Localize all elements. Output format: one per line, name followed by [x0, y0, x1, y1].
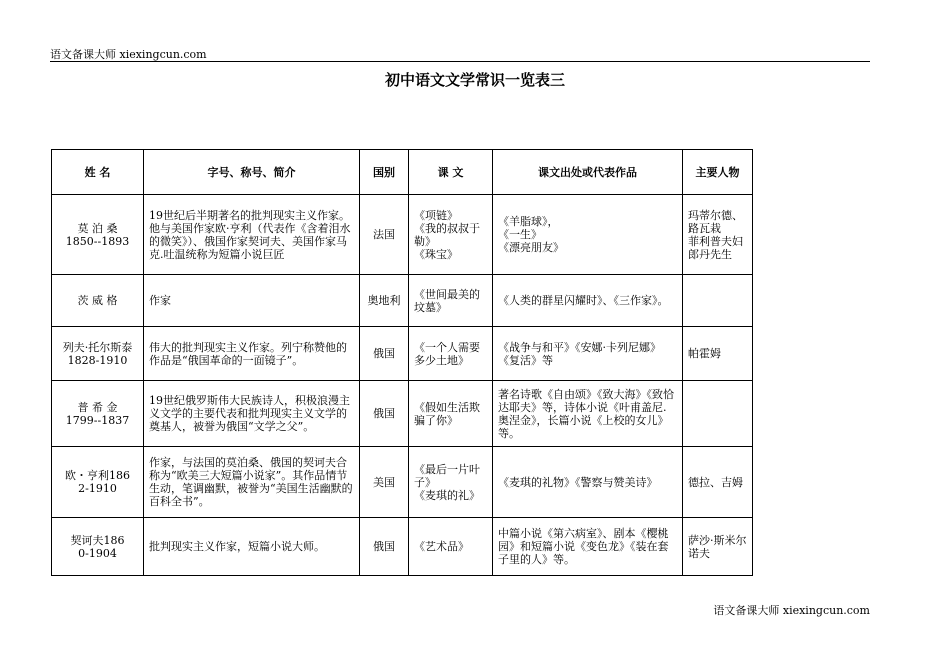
cell-intro: 19世纪俄罗斯伟大民族诗人，积极浪漫主义文学的主要代表和批判现实主义文学的奠基人，被誉为俄国“文学之父”。 — [144, 381, 360, 447]
text-item: 《麦琪的礼》 — [414, 488, 480, 502]
cell-works — [493, 518, 683, 576]
cell-name — [52, 327, 144, 381]
work-item: 《漂亮朋友》 — [498, 241, 564, 254]
cell-name — [52, 447, 144, 518]
work-item: 《一生》 — [498, 228, 542, 241]
name-line: 0-1904 — [78, 546, 117, 560]
name-line: 1850--1893 — [65, 234, 130, 248]
cell-texts — [409, 275, 493, 327]
cell-texts — [409, 518, 493, 576]
text-item: 《珠宝》 — [414, 247, 458, 261]
table-row — [52, 518, 753, 576]
cell-texts — [409, 327, 493, 381]
cell-intro: 作家，与法国的莫泊桑、俄国的契诃夫合称为“欧美三大短篇小说家”。其作品情节生动，笔调幽默，被誉为“美国生活幽默的百科全书”。 — [144, 447, 360, 518]
cell-country: 俄国 — [360, 327, 409, 381]
cell-works — [493, 195, 683, 275]
cell-name — [52, 518, 144, 576]
footer-site-text: 语文备课大师 xiexingcun.com — [713, 604, 870, 617]
literature-table — [51, 149, 753, 576]
cell-name — [52, 381, 144, 447]
work-item: 著名诗歌《自由颂》《致大海》《致恰达耶夫》等，诗体小说《叶甫盖尼.奥涅金》，长篇小说《上校的女儿》等。 — [498, 387, 674, 440]
col-header-intro: 字号、称号、简介 — [144, 150, 360, 195]
page-title: 初中语文文学常识一览表三 — [384, 71, 565, 89]
table-row — [52, 275, 753, 327]
character-item: 德拉、吉姆 — [688, 475, 743, 489]
name-line: 1828-1910 — [67, 353, 128, 367]
cell-country: 俄国 — [360, 518, 409, 576]
cell-characters — [683, 195, 753, 275]
table-row — [52, 195, 753, 275]
work-item: 《人类的群星闪耀时》、《三作家》。 — [498, 294, 669, 307]
cell-texts — [409, 381, 493, 447]
name-line: 普 希 金 — [77, 400, 118, 414]
name-line: 茨 威 格 — [77, 294, 118, 307]
cell-country: 奥地利 — [360, 275, 409, 327]
character-item: 玛蒂尔德、 — [688, 208, 743, 222]
work-item: 中篇小说《第六病室》、剧本《樱桃园》和短篇小说《变色龙》《装在套子里的人》等。 — [498, 527, 669, 566]
table-header-row — [52, 150, 753, 195]
cell-country: 美国 — [360, 447, 409, 518]
col-header-characters: 主要人物 — [683, 150, 753, 195]
name-line: 2-1910 — [78, 482, 117, 495]
work-item: 《羊脂球》， — [498, 215, 559, 228]
cell-characters — [683, 381, 753, 447]
cell-intro: 作家 — [144, 275, 360, 327]
character-item: 路瓦栽 — [688, 221, 721, 235]
cell-name — [52, 195, 144, 275]
col-header-works: 课文出处或代表作品 — [493, 150, 683, 195]
cell-country: 俄国 — [360, 381, 409, 447]
text-item: 《艺术品》 — [414, 540, 469, 553]
character-item: 帕霍姆 — [688, 347, 721, 360]
table-row — [52, 381, 753, 447]
cell-characters — [683, 518, 753, 576]
cell-works — [493, 381, 683, 447]
table-row — [52, 447, 753, 518]
character-item: 菲利普夫妇 — [688, 234, 743, 248]
cell-works — [493, 275, 683, 327]
work-item: 《战争与和平》《安娜·卡列尼娜》《复活》等 — [498, 340, 661, 367]
cell-intro: 伟大的批判现实主义作家。列宁称赞他的作品是“俄国革命的一面镜子”。 — [144, 327, 360, 381]
text-item: 《一个人需要多少土地》 — [414, 340, 480, 367]
text-item: 《假如生活欺骗了你》 — [414, 400, 480, 427]
name-line: 列夫·托尔斯泰 — [62, 340, 133, 354]
col-header-name: 姓 名 — [52, 150, 144, 195]
cell-characters — [683, 327, 753, 381]
name-line: 莫 泊 桑 — [77, 221, 118, 235]
cell-works — [493, 327, 683, 381]
cell-works — [493, 447, 683, 518]
character-item: 萨沙·斯米尔诺夫 — [688, 533, 747, 560]
cell-country: 法国 — [360, 195, 409, 275]
col-header-country: 国别 — [360, 150, 409, 195]
cell-intro: 批判现实主义作家，短篇小说大师。 — [144, 518, 360, 576]
cell-name — [52, 275, 144, 327]
text-item: 《最后一片叶子》 — [414, 462, 480, 489]
header-site-text: 语文备课大师 xiexingcun.com — [50, 48, 207, 61]
text-item: 《世间最美的坟墓》 — [414, 287, 480, 314]
name-line: 1799--1837 — [65, 413, 130, 427]
col-header-texts: 课 文 — [409, 150, 493, 195]
header-rule — [50, 61, 870, 62]
text-item: 《项链》 — [414, 208, 458, 222]
cell-texts — [409, 447, 493, 518]
cell-intro: 19世纪后半期著名的批判现实主义作家。他与美国作家欧·亨利（代表作《含着泪水的微笑》）、俄国作家契诃夫、美国作家马克.吐温统称为短篇小说巨匠 — [144, 195, 360, 275]
table-row — [52, 327, 753, 381]
work-item: 《麦琪的礼物》《警察与赞美诗》 — [498, 475, 658, 489]
cell-texts — [409, 195, 493, 275]
text-item: 《我的叔叔于勒》 — [414, 221, 480, 248]
name-line: 契诃夫186 — [70, 533, 125, 547]
cell-characters — [683, 447, 753, 518]
character-item: 郎丹先生 — [688, 247, 732, 261]
name-line: 欧・亨利186 — [65, 469, 130, 482]
cell-characters — [683, 275, 753, 327]
